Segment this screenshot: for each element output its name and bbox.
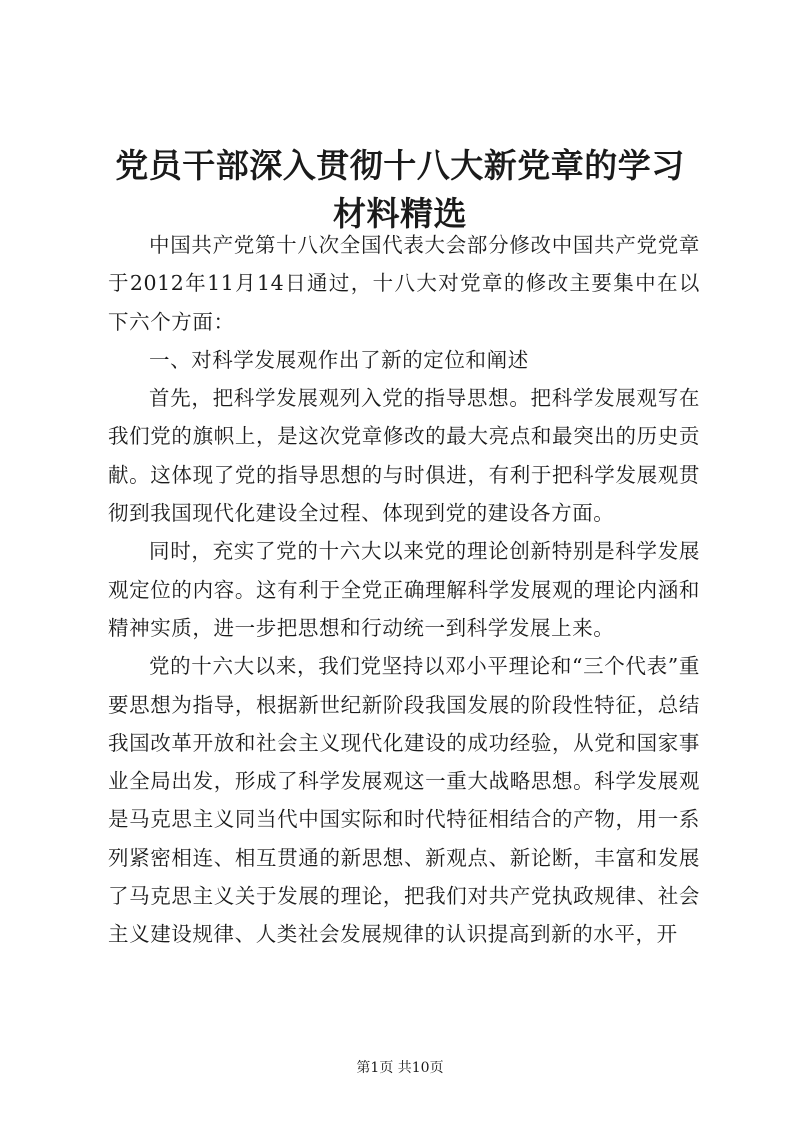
paragraph-intro: 中国共产党第十八次全国代表大会部分修改中国共产党党章于2012年11月14日通过，十八大对党章的修改主要集中在以下六个方面： [108, 233, 700, 334]
document-title: 党员干部深入贯彻十八大新党章的学习材料精选 [115, 146, 685, 233]
paragraph-1: 首先，把科学发展观列入党的指导思想。把科学发展观写在我们党的旗帜上，是这次党章修改的最大亮点和最突出的历史贡献。这体现了党的指导思想的与时俱进，有利于把科学发展观贯彻到我国现代化建设全过程、体现到党的建设各方面。 [108, 386, 700, 526]
page-footer: 第1页 共10页 [356, 1060, 444, 1076]
section-heading-1: 一、对科学发展观作出了新的定位和阐述 [149, 347, 529, 372]
paragraph-2: 同时，充实了党的十六大以来党的理论创新特别是科学发展观定位的内容。这有利于全党正确理解科学发展观的理论内涵和精神实质，进一步把思想和行动统一到科学发展上来。 [108, 539, 700, 640]
document-body [108, 226, 700, 954]
paragraph-3: 党的十六大以来，我们党坚持以邓小平理论和“三个代表”重要思想为指导，根据新世纪新阶段我国发展的阶段性特征，总结我国改革开放和社会主义现代化建设的成功经验，从党和国家事业全局出发，形成了科学发展观这一重大战略思想。科学发展观是马克思主义同当代中国实际和时代特征相结合的产物，用一系列紧密相连、相互贯通的新思想、新观点、新论断，丰富和发展了马克思主义关于发展的理论，把我们对共产党执政规律、社会主义建设规律、人类社会发展规律的认识提高到新的水平，开 [108, 654, 700, 947]
